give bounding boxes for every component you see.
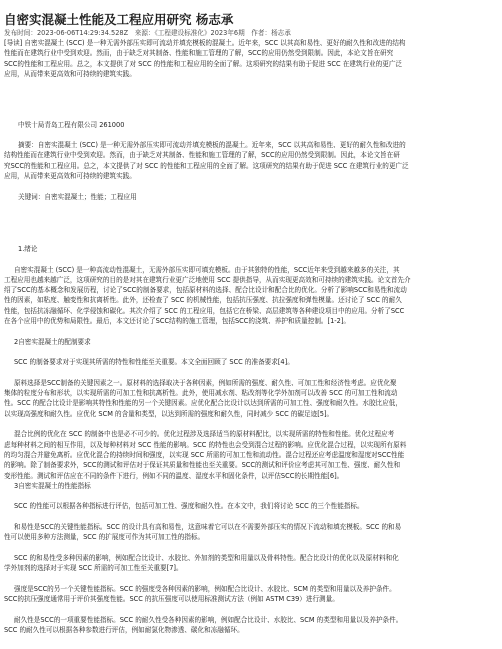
guide-line: [导读] 自密实混凝土 (SCC) 是一种无需外部压实即可流动并填充模板的混凝土。近年来，SCC 以其高和易性、更好的耐久性和改进的结构	[4, 39, 406, 47]
guide-line: 应用，从而带来更高效和可持续的建筑实践。	[4, 69, 136, 78]
section-heading: 2自密实混凝土的配制要求	[14, 337, 91, 346]
body-line: 以实现高强度和耐久性。应优化 SCM 的含量和类型，以达到所需的强度和耐久性，同时减少 SCC 的碳足迹[5]。	[4, 409, 334, 418]
abstract-line: 结构性能而在建筑行业中受到欢迎。然而，由于缺乏对其制备、性能和施工管理的了解，SCC的应用仍然受到限制。因此，本论文旨在研	[4, 151, 400, 160]
body-line: 性的因素，如粘度、触变性和抗离析性。此外，还检查了 SCC 的机械性能，包括抗压强度、抗拉强度和弹性模量。还讨论了 SCC 的耐久	[4, 296, 402, 305]
abstract-block	[4, 140, 498, 181]
body-line: 虑每种材料之间的相互作用，以及每种材料对 SCC 性能的影响。SCC 的特性也会受到混合过程的影响。应优化混合过程，以实现所有原料	[4, 440, 407, 449]
body-line: 混合比例的优化在 SCC 的制备中也是必不可少的。优化过程涉及选择适当的原材料配比，以实现所需的特性和性能。优化过程应考	[14, 430, 395, 439]
body-line: 强度是SCC的另一个关键性能指标。SCC 的强度受各种因素的影响，例如配合比设计、水胶比、SCM 的类型和用量以及养护条件。	[14, 584, 396, 593]
body-line: 耐久性是SCC的一项重要性能指标。SCC 的耐久性受各种因素的影响，例如配合比设计、水胶比、SCM 的类型和用量以及养护条件。	[14, 615, 403, 624]
guide-block	[4, 38, 498, 79]
keywords-text: 关键词：自密实混凝土；性能；工程应用	[18, 193, 137, 201]
body-line: SCC 的和易性受多种因素的影响，例如配合比设计、水胶比、外加剂的类型和用量以及骨料特性。配合比设计的优化以及原材料和化	[14, 553, 399, 562]
affiliation	[4, 120, 498, 130]
body-line: 性。SCC 的配合比设计是影响其特性和性能的另一个关键因素。应优化配合比设计以达到所需的可加工性、强度和耐久性。水胶比应低，	[4, 399, 402, 408]
body-line: 性能，包括抗冻融循环、化学侵蚀和碳化。其次介绍了 SCC 的工程应用，包括它在桥梁、高层建筑等各种建设项目中的应用。分析了SCC	[4, 306, 405, 315]
body-line: 和易性是SCC的关键性能指标。SCC 的设计具有高和易性，这意味着它可以在不需要外部压实的情况下流动和填充模板。SCC 的和易	[14, 523, 402, 532]
body-line: 集体的粒度分布和形状，以实现所需的可加工性和抗离析性。此外，使用减水剂、粘改剂等化学外加剂可以改善 SCC 的可加工性和流动	[4, 389, 398, 398]
body-line: SCC 的耐久性可以根据各种参数进行评估，例如耐氯化物渗透、碳化和冻融循环。	[4, 625, 244, 634]
meta-line: 发布时间：2023-06-06T14:29:34.528Z 来源：《工程建设标准化》2023年6期 作者：杨志承	[4, 29, 291, 37]
body-line: 绍了SCC的基本概念和发展历程，讨论了SCC的制备要求，包括原材料的选择、配合比设计和配合比的优化。分析了影响SCC和易性和流动	[4, 286, 407, 295]
body-line: 变形性能。测试和评估应在不同的条件下进行，例如不同的温度、湿度水平和固化条件，以评估SCC的长期性能[6]。	[4, 471, 344, 480]
body-line: 原料选择是SCC制备的关键因素之一。原材料的选择取决于各种因素，例如所需的强度、耐久性、可加工性和经济性考虑。应优化聚	[14, 378, 397, 387]
keywords	[4, 192, 498, 202]
body-line: 的影响。除了制备要求外，SCC的测试和评估对于保证其质量和性能也至关重要。SCC的测试和评价应考虑其可加工性、强度、耐久性和	[4, 461, 401, 470]
guide-line: SCC的性能和工程应用。总之，本文提供了对 SCC 的性能和工程应用的全面了解。这项研究的结果有助于促进 SCC 在建筑行业的更广泛	[4, 59, 403, 68]
body-text	[4, 244, 498, 635]
body-line: 在各个应用中的优势和局限性。最后，本文还讨论了SCC结构的施工管理，包括SCC的浇筑、养护和质量控制。[1-2]。	[4, 317, 351, 326]
guide-line: 性能而在建筑行业中受到欢迎。然而，由于缺乏对其制备、性能和施工管理的了解，SCC的应用仍然受到限制。因此，本论文旨在研究	[4, 49, 394, 58]
abstract-line: 究SCC的性能和工程应用。总之，本文提供了对 SCC 的性能和工程应用的全面了解。这项研究的结果有助于促进 SCC 在建筑行业的更广泛	[4, 161, 409, 170]
article-title: 自密实混凝土性能及工程应用研究 杨志承	[4, 12, 234, 27]
section-heading: 3自密实混凝土的性能指标	[14, 481, 91, 490]
body-line: 性可以使用多种方法测量，SCC 的扩展度可作为其可加工性的指标。	[4, 533, 205, 542]
body-line: 工程应用也越来越广泛，这项研究的目的是对其在建筑行业更广泛地使用 SCC 提供指导，从而实现更高效和可持续的建筑实践。论文首先介	[4, 275, 411, 284]
abstract-line: 摘要：自密实混凝土 (SCC) 是一种无需外部压实即可流动并填充模板的混凝土。近年来，SCC 以其高和易性、更好的耐久性和改进的	[18, 141, 406, 149]
section-heading: 1.绪论	[18, 245, 38, 253]
body-line: 学外加剂的选择对于实现 SCC 所需的可加工性至关重要[7]。	[4, 564, 183, 573]
publish-meta	[4, 28, 498, 38]
body-line: 自密实混凝土 (SCC) 是一种高流动性混凝土，无需外部压实即可填充模板。由于其独特的性能，SCC近年来受到越来越多的关注，其	[14, 265, 400, 274]
abstract-line: 应用，从而带来更高效和可持续的建筑实践。	[4, 171, 136, 180]
body-line: SCC 的性能可以根据各种指标进行评估，包括可加工性、强度和耐久性。在本文中，我们将讨论 SCC 的三个性能指标。	[14, 502, 364, 511]
body-line: SCC的抗压强度通常用于评价其强度性能。SCC 的抗压强度可以使用标准测试方法（例如 ASTM C39）进行测量。	[4, 595, 339, 604]
body-line: SCC 的制备要求对于实现其所需的特性和性能至关重要。本文全面回顾了 SCC 的准备要求[4]。	[14, 358, 294, 367]
affiliation-text: 中铁十局青岛工程有限公司 261000	[18, 121, 125, 129]
body-line: 的均匀混合并避免离析。应优化混合的持续时间和强度，以实现 SCC 所需的可加工性和流动性。混合过程还应考虑温度和湿度对SCC性能	[4, 450, 405, 459]
